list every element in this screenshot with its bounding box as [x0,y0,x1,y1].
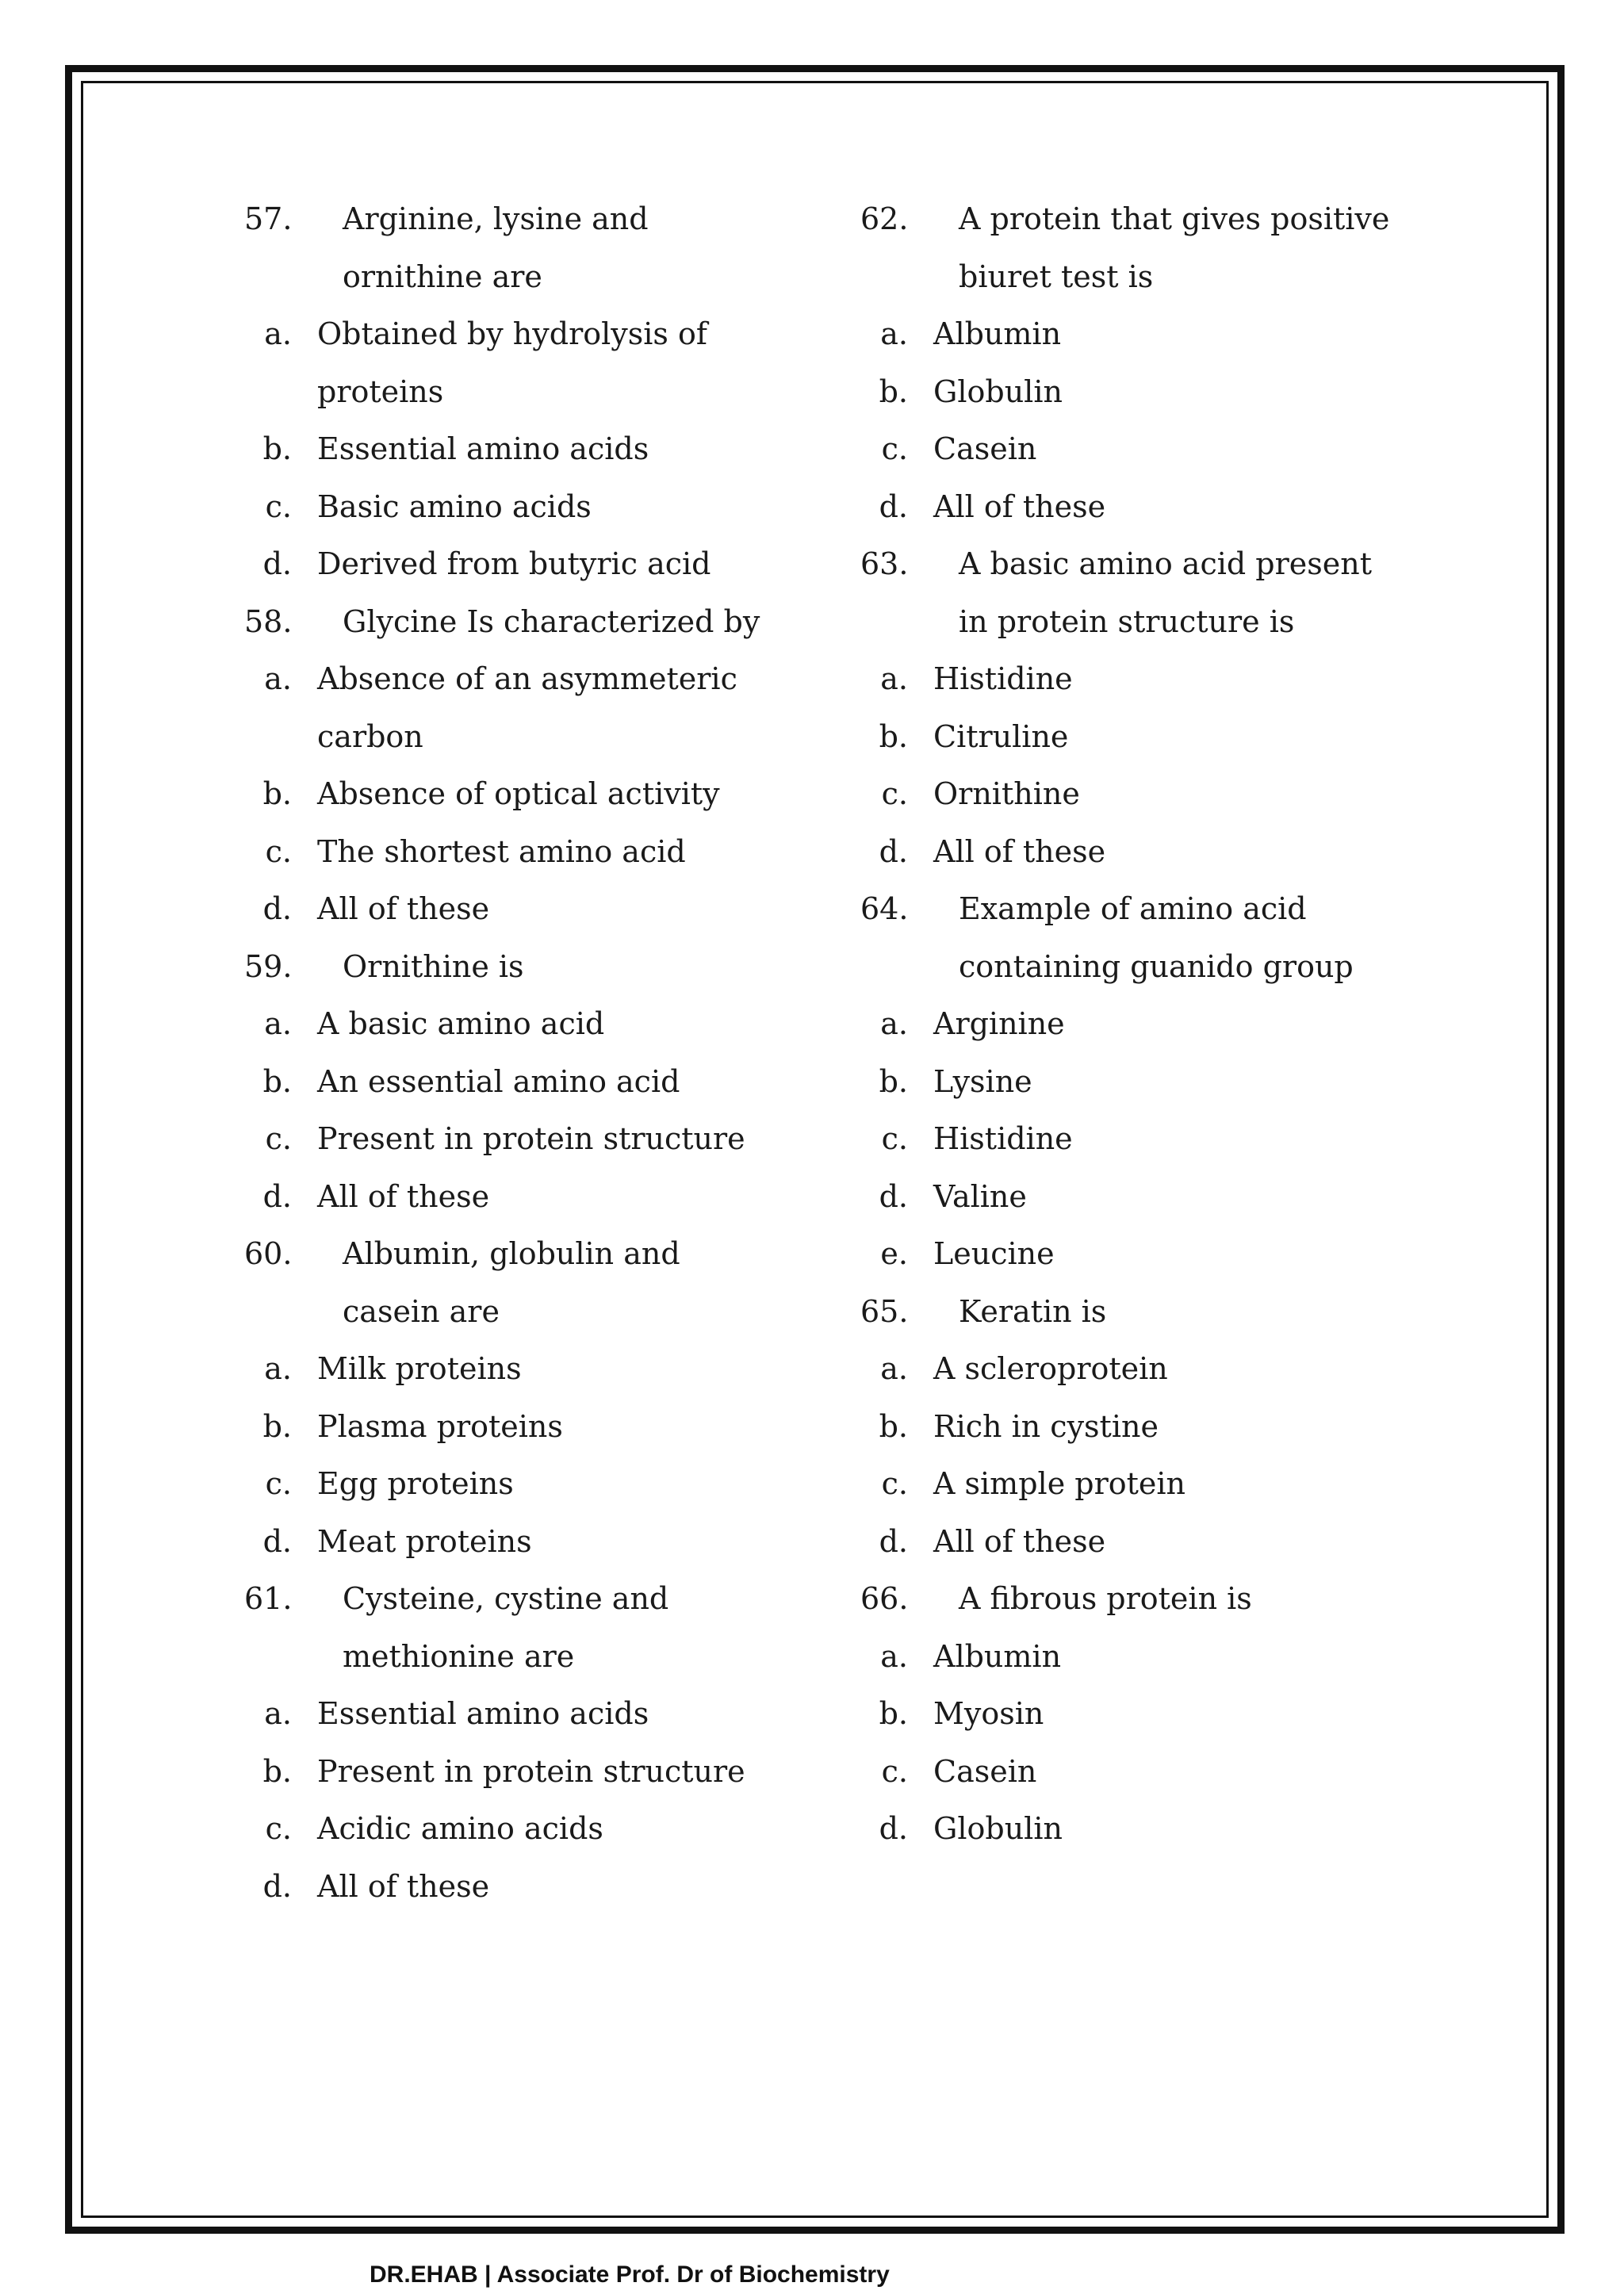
option-text: Acidic amino acids [317,1811,603,1846]
option-letter: a. [880,1351,908,1386]
option-letter: b. [879,1063,908,1099]
option-text: All of these [317,891,490,926]
option-text: Essential amino acids [317,1696,649,1731]
question-number: 58. [244,603,293,639]
option-text: Meat proteins [317,1523,532,1559]
option-letter: c. [265,1121,292,1156]
answer-option [244,650,879,765]
option-text: Ornithine [933,776,1080,811]
question-number: 59. [244,948,293,984]
answer-option [860,305,1495,363]
option-text: All of these [933,488,1106,524]
question-number: 61. [244,1581,293,1616]
answer-option [860,1340,1495,1398]
option-letter: d. [262,1523,292,1559]
answer-option [244,1743,879,1801]
question-63 [860,535,1495,650]
answer-option [860,420,1495,478]
question-58 [244,593,879,651]
answer-option [860,1455,1495,1513]
option-text: Plasma proteins [317,1408,563,1444]
option-text: Albumin [933,316,1062,351]
answer-option [860,650,1495,708]
option-text: Essential amino acids [317,431,649,466]
option-letter: a. [264,316,292,351]
option-letter: c. [881,1121,908,1156]
answer-option [860,1110,1495,1168]
option-text: All of these [317,1868,490,1904]
question-65 [860,1283,1495,1341]
answer-option [244,1800,879,1858]
answer-option [244,535,879,593]
option-letter: a. [264,1696,292,1731]
question-stem: Albumin, globulin and casein are [343,1236,680,1329]
option-letter: d. [879,1178,908,1214]
option-letter: a. [264,1006,292,1041]
answer-option [860,765,1495,823]
answer-option [860,708,1495,766]
option-letter: d. [262,1868,292,1904]
option-letter: d. [262,546,292,581]
option-text: All of these [317,1178,490,1214]
question-number: 66. [860,1581,909,1616]
option-text: A scleroprotein [933,1351,1168,1386]
question-stem: Cysteine, cystine and methionine are [343,1581,669,1674]
option-letter: c. [265,1811,292,1846]
question-60 [244,1225,879,1340]
option-letter: c. [265,1466,292,1501]
option-text: A basic amino acid [317,1006,605,1041]
answer-option [860,1513,1495,1571]
option-text: Obtained by hydrolysis of proteins [317,316,707,409]
answer-option [860,1685,1495,1743]
option-text: Rich in cystine [933,1408,1159,1444]
option-letter: a. [264,661,292,696]
answer-option [244,1685,879,1743]
question-59 [244,938,879,996]
option-text: Leucine [933,1236,1055,1271]
option-letter: b. [262,776,292,811]
option-text: Basic amino acids [317,488,592,524]
answer-option [860,363,1495,421]
option-letter: b. [262,431,292,466]
option-letter: b. [879,373,908,409]
question-number: 63. [860,546,909,581]
option-letter: b. [262,1063,292,1099]
option-letter: a. [880,1638,908,1674]
question-66 [860,1570,1495,1628]
answer-option [860,1800,1495,1858]
option-letter: d. [879,1811,908,1846]
question-stem: Arginine, lysine and ornithine are [343,201,649,294]
question-stem: Glycine Is characterized by [343,603,760,639]
answer-option [860,1225,1495,1283]
option-text: Absence of an asymmeteric carbon [317,661,737,754]
option-letter: a. [264,1351,292,1386]
option-text: Arginine [933,1006,1065,1041]
answer-option [244,1398,879,1456]
option-text: Present in protein structure [317,1753,745,1789]
option-text: Globulin [933,373,1063,409]
option-text: Absence of optical activity [317,776,720,811]
answer-option [860,1053,1495,1111]
option-text: Milk proteins [317,1351,522,1386]
answer-option [860,1168,1495,1226]
answer-option [244,478,879,536]
question-number: 62. [860,201,909,236]
option-letter: b. [262,1753,292,1789]
option-letter: e. [880,1236,908,1271]
option-text: Histidine [933,661,1073,696]
question-64 [860,880,1495,995]
option-text: Casein [933,1753,1037,1789]
question-stem: A basic amino acid present in protein structure is [959,546,1372,639]
answer-option [244,1053,879,1111]
option-text: Myosin [933,1696,1044,1731]
answer-option [860,478,1495,536]
option-letter: c. [265,833,292,869]
answer-option [244,1455,879,1513]
answer-option [244,995,879,1053]
question-57 [244,190,879,305]
question-number: 57. [244,201,293,236]
question-61 [244,1570,879,1685]
option-letter: b. [879,718,908,754]
option-text: Citruline [933,718,1069,754]
option-text: A simple protein [933,1466,1186,1501]
answer-option [244,1513,879,1571]
answer-option [244,1110,879,1168]
question-62 [860,190,1495,305]
answer-option [244,765,879,823]
right-question-column [860,190,1495,1858]
option-text: An essential amino acid [317,1063,680,1099]
option-text: All of these [933,1523,1106,1559]
option-text: Derived from butyric acid [317,546,711,581]
answer-option [244,1340,879,1398]
answer-option [244,823,879,881]
option-letter: a. [880,316,908,351]
option-letter: d. [879,833,908,869]
option-letter: b. [879,1696,908,1731]
option-letter: a. [880,1006,908,1041]
question-stem: Keratin is [959,1293,1107,1329]
option-text: Histidine [933,1121,1073,1156]
question-number: 64. [860,891,909,926]
answer-option [244,1858,879,1916]
option-letter: c. [881,431,908,466]
option-text: Globulin [933,1811,1063,1846]
option-text: Egg proteins [317,1466,514,1501]
option-letter: d. [262,891,292,926]
question-stem: A fibrous protein is [959,1581,1252,1616]
option-letter: c. [881,1753,908,1789]
option-text: All of these [933,833,1106,869]
option-text: Present in protein structure [317,1121,745,1156]
option-letter: b. [879,1408,908,1444]
answer-option [860,1628,1495,1686]
option-text: The shortest amino acid [317,833,686,869]
answer-option [244,420,879,478]
option-letter: c. [881,776,908,811]
question-number: 65. [860,1293,909,1329]
option-letter: a. [880,661,908,696]
option-letter: c. [265,488,292,524]
option-text: Albumin [933,1638,1062,1674]
left-question-column [244,190,879,1915]
answer-option [860,995,1495,1053]
answer-option [244,1168,879,1226]
option-letter: d. [262,1178,292,1214]
answer-option [244,880,879,938]
option-letter: d. [879,1523,908,1559]
answer-option [860,1743,1495,1801]
answer-option [244,305,879,420]
answer-option [860,823,1495,881]
option-letter: d. [879,488,908,524]
question-stem: Example of amino acid containing guanido group [959,891,1354,984]
answer-option [860,1398,1495,1456]
option-text: Valine [933,1178,1027,1214]
option-letter: b. [262,1408,292,1444]
option-text: Lysine [933,1063,1032,1099]
option-text: Casein [933,431,1037,466]
option-letter: c. [881,1466,908,1501]
question-number: 60. [244,1236,293,1271]
question-stem: A protein that gives positive biuret test is [959,201,1390,294]
page-footer: DR.EHAB | Associate Prof. Dr of Biochemistry [370,2261,890,2288]
question-stem: Ornithine is [343,948,524,984]
